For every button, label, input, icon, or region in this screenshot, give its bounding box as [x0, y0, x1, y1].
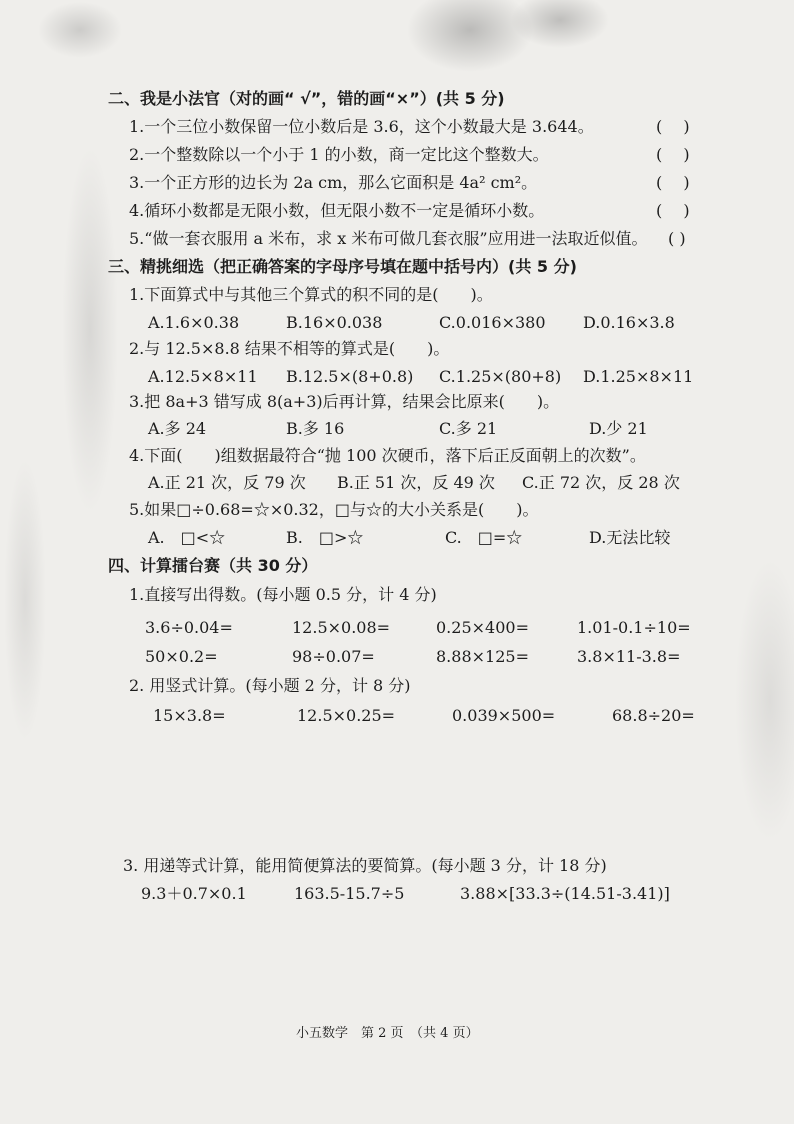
calc-part-3-title: 3. 用递等式计算，能用简便算法的要简算。(每小题 3 分，计 18 分): [123, 856, 607, 875]
page-footer: 小五数学 第 2 页 （共 4 页）: [296, 1026, 479, 1041]
q1-option-a: A.1.6×0.38: [148, 313, 240, 332]
judge-item-5: 5.“做一套衣服用 a 米布，求 x 米布可做几套衣服”应用进一法取近似值。: [129, 229, 648, 248]
q5-option-b: B. □>☆: [286, 528, 364, 547]
choice-question-5: 5.如果□÷0.68=☆×0.32，□与☆的大小关系是( )。: [129, 500, 539, 519]
oral-calc-1: 3.6÷0.04=: [145, 618, 233, 637]
oral-calc-6: 98÷0.07=: [292, 647, 375, 666]
section-4-title: 四、计算擂台赛（共 30 分）: [108, 556, 318, 575]
oral-calc-8: 3.8×11-3.8=: [577, 647, 681, 666]
calc-part-2-title: 2. 用竖式计算。(每小题 2 分，计 8 分): [129, 676, 411, 695]
q3-option-d: D.少 21: [589, 419, 648, 438]
q5-option-a: A. □<☆: [148, 528, 226, 547]
q2-option-d: D.1.25×8×11: [583, 367, 694, 386]
oral-calc-4: 1.01-0.1÷10=: [577, 618, 691, 637]
answer-blank-2[interactable]: ( ): [656, 145, 690, 164]
q3-option-c: C.多 21: [439, 419, 498, 438]
vertical-calc-4: 68.8÷20=: [612, 706, 695, 725]
vertical-calc-2: 12.5×0.25=: [297, 706, 396, 725]
answer-blank-3[interactable]: ( ): [656, 173, 690, 192]
choice-question-1: 1.下面算式中与其他三个算式的积不同的是( )。: [129, 285, 493, 304]
calc-part-1-title: 1.直接写出得数。(每小题 0.5 分，计 4 分): [129, 585, 437, 604]
answer-blank-5[interactable]: ( ): [668, 229, 686, 248]
oral-calc-5: 50×0.2=: [145, 647, 218, 666]
section-2-title: 二、我是小法官（对的画“ √”，错的画“×”）(共 5 分): [108, 89, 505, 108]
judge-item-4: 4.循环小数都是无限小数，但无限小数不一定是循环小数。: [129, 201, 545, 220]
vertical-calc-1: 15×3.8=: [153, 706, 226, 725]
q3-option-b: B.多 16: [286, 419, 345, 438]
vertical-calc-3: 0.039×500=: [452, 706, 556, 725]
choice-question-4: 4.下面( )组数据最符合“抛 100 次硬币，落下后正反面朝上的次数”。: [129, 446, 646, 465]
q4-option-b: B.正 51 次，反 49 次: [337, 473, 495, 492]
q5-option-c: C. □=☆: [445, 528, 523, 547]
section-3-title: 三、精挑细选（把正确答案的字母序号填在题中括号内）(共 5 分): [108, 257, 577, 276]
step-calc-1: 9.3＋0.7×0.1: [141, 884, 247, 903]
q1-option-b: B.16×0.038: [286, 313, 383, 332]
q3-option-a: A.多 24: [148, 419, 207, 438]
judge-item-2: 2.一个整数除以一个小于 1 的小数，商一定比这个整数大。: [129, 145, 549, 164]
q5-option-d: D.无法比较: [589, 528, 671, 547]
oral-calc-7: 8.88×125=: [436, 647, 529, 666]
q2-option-b: B.12.5×(8+0.8): [286, 367, 414, 386]
oral-calc-2: 12.5×0.08=: [292, 618, 391, 637]
q1-option-c: C.0.016×380: [439, 313, 546, 332]
q4-option-a: A.正 21 次，反 79 次: [148, 473, 306, 492]
step-calc-3: 3.88×[33.3÷(14.51-3.41)]: [460, 884, 670, 903]
q1-option-d: D.0.16×3.8: [583, 313, 675, 332]
answer-blank-1[interactable]: ( ): [656, 117, 690, 136]
q2-option-c: C.1.25×(80+8): [439, 367, 562, 386]
judge-item-1: 1.一个三位小数保留一位小数后是 3.6，这个小数最大是 3.644。: [129, 117, 594, 136]
q2-option-a: A.12.5×8×11: [148, 367, 258, 386]
oral-calc-3: 0.25×400=: [436, 618, 529, 637]
q4-option-c: C.正 72 次，反 28 次: [522, 473, 680, 492]
judge-item-3: 3.一个正方形的边长为 2a cm，那么它面积是 4a² cm²。: [129, 173, 538, 192]
answer-blank-4[interactable]: ( ): [656, 201, 690, 220]
step-calc-2: 163.5-15.7÷5: [294, 884, 405, 903]
choice-question-2: 2.与 12.5×8.8 结果不相等的算式是( )。: [129, 339, 450, 358]
choice-question-3: 3.把 8a+3 错写成 8(a+3)后再计算，结果会比原来( )。: [129, 392, 560, 411]
